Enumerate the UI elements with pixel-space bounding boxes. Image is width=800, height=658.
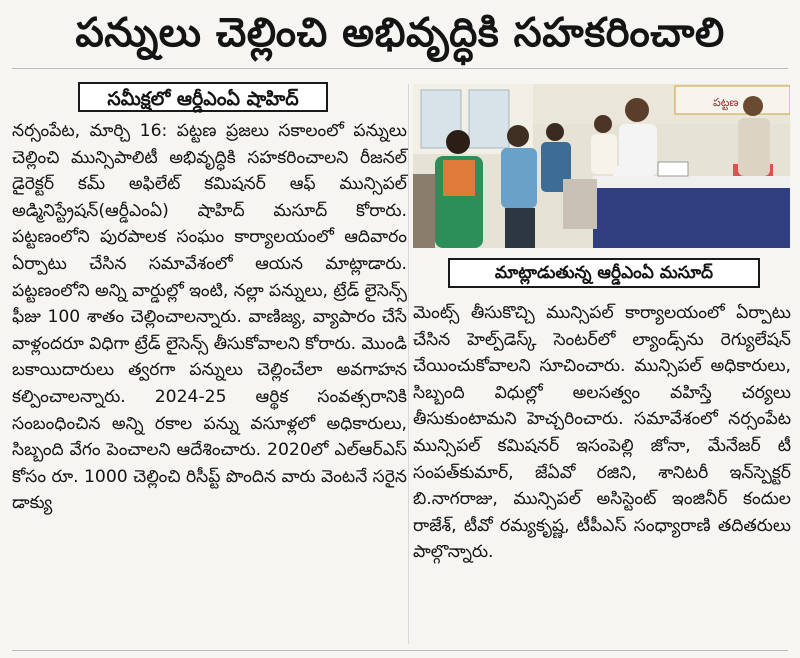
column-divider (408, 84, 409, 644)
article-paragraph: మెంట్స్ తీసుకొచ్చి మున్సిపల్ కార్యాలయంలో ఏర్పాటు చేసిన హెల్ప్‌డెస్క్ సెంటర్‌లో ల్యాండ్స్‌ను రెగ్యులేషన్ చేయించుకోవాలని సూచించారు. మున్సిపల్ అధికారులు, సిబ్బంది విధుల్లో అలసత్వం వహిస్తే చర్యలు తీసుకుంటామని హెచ్చరించారు. సమావేశంలో నర్సంపేట మున్సిపల్ కమిషనర్ ఇసంపెల్లి జోనా, మేనేజర్ టీ సంపత్‌కుమార్, జేఏవో రజిని, శానిటరీ ఇన్‌స్పెక్టర్ బి.నాగరాజు, మున్సిపల్ అసిస్టెంట్ ఇంజినీర్ కందుల రాజేశ్, టీవో రమ్యకృష్ణ, టీపీఎస్ సంధ్యారాణి తదితరులు పాల్గొన్నారు. (413, 303, 791, 563)
photo-banner-text: పట్టణ (713, 97, 739, 109)
article-headline: పన్నులు చెల్లించి అభివృద్ధికి సహకరించాలి (75, 10, 725, 56)
article-paragraph: నర్సంపేట, మార్చి 16: పట్టణ ప్రజలు సకాలంలో పన్నులు చెల్లించి మున్సిపాలిటీ అభివృద్ధికి సహకరించాలని రీజనల్ డైరెక్టర్ కమ్ అఫిలేట్ కమిషనర్ ఆఫ్ మున్సిపల్ అడ్మినిస్ట్రేషన్(ఆర్డీఎంఏ) షాహిద్ మసూద్ కోరారు. పట్టణంలోని పురపాలక సంఘం కార్యాలయంలో ఆదివారం ఏర్పాటు చేసిన సమావేశంలో ఆయన మాట్లాడారు. పట్టణంలోని అన్ని వార్డుల్లో ఇంటి, నల్లా పన్నులు, ట్రేడ్ లైసెన్స్ ఫీజు 100 శాతం చెల్లించాలన్నారు. వాణిజ్య, వ్యాపారం చేసే వాళ్లందరూ విధిగా ట్రేడ్ లైసెన్స్ తీసుకోవాలని కోరారు. మొండి బకాయిదారులు త్వరగా పన్నులు చెల్లించేలా అవగాహన కల్పించాలన్నారు. 2024-25 ఆర్థిక సంవత్సరానికి సంబంధించిన అన్ని రకాల పన్ను వసూళ్లలో అధికారులు, సిబ్బంది వేగం పెంచాలని ఆదేశించారు. 2020లో ఎల్ఆర్ఎస్ కోసం రూ. 1000 చెల్లించి రిసీప్ట్ పొందిన వారు వెంటనే సరైన డాక్యు (12, 121, 407, 514)
news-photo (413, 84, 790, 248)
bottom-rule (12, 650, 788, 651)
article-left-column (12, 118, 407, 517)
headline-rule (12, 68, 788, 69)
article-right-column (413, 300, 791, 566)
article-subheading: సమీక్షలో ఆర్డీఎంఏ షాహిద్ (78, 82, 328, 112)
photo-caption: మాట్లాడుతున్న ఆర్డీఎంఏ మసూద్ (448, 258, 760, 288)
